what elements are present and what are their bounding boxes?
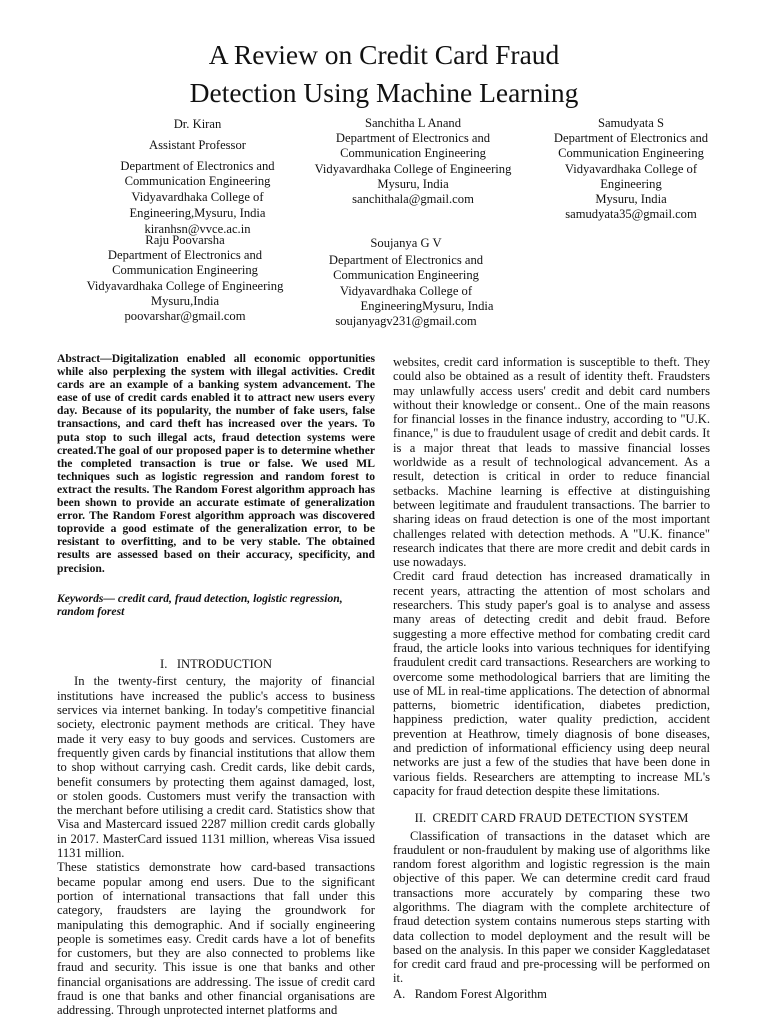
right-paragraph-1: websites, credit card information is susceptible to theft. They could also be obtained as a result of identity theft. Fraudsters may unlawfully access users' credit and debit card numbers without their knowledge or consent.. One of the main reasons for financial losses in the finance industry, according to "U.K. finance," is due to fraudulent usage of credit and debit cards. It is a major threat that leads to massive financial losses worldwide as a result of technological advancement. As a result, detection is critical in order to reduce financial setbacks. Machine learning is effective at distinguishing between legitimate and fraudulent transactions. The barrier to sharing ideas on fraud detection is one of the most important challenges related with detection methods. A "U.K. finance" research indicates that there are more credit and debit cards in use nowadays. bbox=[393, 355, 710, 570]
author-institution: Vidyavardhaka College of bbox=[131, 190, 264, 205]
author-department: Department of Electronics and bbox=[107, 248, 263, 263]
author-email: soujanyagv231@gmail.com bbox=[335, 314, 477, 329]
author-department: Department of Electronics and bbox=[335, 131, 491, 146]
author-affiliation-3 bbox=[526, 116, 736, 222]
author-institution: Vidyavardhaka College of bbox=[564, 161, 698, 176]
author-email: sanchithala@gmail.com bbox=[352, 192, 474, 207]
author-department: Department of Electronics and bbox=[328, 253, 484, 268]
title-line-2: Detection Using Machine Learning bbox=[189, 77, 579, 108]
author-name: Soujanya G V bbox=[370, 236, 442, 250]
author-location: EngineeringMysuru, India bbox=[360, 298, 494, 313]
author-institution: Vidyavardhaka College of Engineering bbox=[314, 161, 512, 176]
author-name: Sanchitha L Anand bbox=[364, 116, 462, 130]
right-column bbox=[393, 355, 710, 1001]
author-institution-cont: Engineering bbox=[600, 176, 662, 191]
author-email: kiranhsn@vvce.ac.in bbox=[144, 221, 251, 236]
keywords: Keywords— credit card, fraud detection, logistic regression, random forest bbox=[57, 591, 343, 619]
subsection-heading-random-forest: A. Random Forest Algorithm bbox=[393, 986, 547, 1001]
section-heading-system: II. CREDIT CARD FRAUD DETECTION SYSTEM bbox=[414, 811, 689, 826]
author-affiliation-5 bbox=[305, 236, 507, 329]
author-department: Department of Electronics and bbox=[120, 158, 275, 173]
title-line-1: A Review on Credit Card Fraud bbox=[208, 39, 560, 70]
author-affiliation-4 bbox=[75, 233, 295, 324]
author-email: poovarshar@gmail.com bbox=[124, 309, 246, 324]
author-position: Assistant Professor bbox=[149, 137, 246, 152]
author-institution: Vidyavardhaka College of bbox=[339, 283, 473, 298]
author-department: Department of Electronics and bbox=[553, 131, 709, 146]
section2-paragraph-1: Classification of transactions in the dataset which are fraudulent or non-fraudulent by making use of algorithms like random forest algorithm and logistic regression is the main objective of this paper. We can determine credit card fraud transactions more accurately by comparing these two algorithms. The diagram with the complete architecture of fraud detection system contains numerous steps starting with data collection to model deployment and the result will be based on the analysis. In this paper we consider Kaggledataset for credit card fraud and pre-processing will be performed on it. bbox=[393, 828, 710, 986]
left-column bbox=[57, 352, 375, 1018]
right-paragraph-2: Credit card fraud detection has increased dramatically in recent years, attracting the attention of most scholars and researchers. This study paper's goal is to analyse and assess many areas of detecting credit and debit fraud. Before suggesting a more effective method for combating credit card fraud, the article looks into various techniques for identifying fraudulent credit card transactions. Researchers are working to overcome some methodological barriers that are limiting the use of ML in real-time applications. The detection of abnormal patterns, biometric identification, diabetes prediction, happiness prediction, water quality prediction, accident prevention at Heathrow, timely diagnosis of bone diseases, and prediction of informational efficiency using deep neural networks are just a few of the studies that have been done in various fields. Researchers are attempting to increase ML's capacity for fraud detection despite these limitations. bbox=[393, 569, 710, 798]
author-department-cont: Communication Engineering bbox=[340, 146, 486, 161]
author-location: Engineering,Mysuru, India bbox=[129, 205, 266, 220]
author-location: Mysuru,India bbox=[150, 293, 220, 308]
author-name: Dr. Kiran bbox=[173, 117, 222, 131]
author-location: Mysuru, India bbox=[595, 192, 667, 207]
author-department-cont: Communication Engineering bbox=[333, 268, 479, 283]
author-location: Mysuru, India bbox=[377, 176, 449, 191]
author-email: samudyata35@gmail.com bbox=[565, 207, 697, 222]
author-department-cont: Communication Engineering bbox=[112, 263, 258, 278]
author-affiliation-1 bbox=[70, 117, 325, 238]
author-affiliation-2 bbox=[295, 116, 531, 207]
abstract: Abstract—Digitalization enabled all economic opportunities while also perplexing the system with illegal activities. Credit cards are an example of a banking system advancement. The ease of use of credit cards enabled it to attract new users every day. Because of its popularity, the number of fake users, false transactions, and card theft has increased over the years. To puta stop to such illegal acts, fraud detection systems were created.The goal of our proposed paper is to determine whether the completed transaction is true or false. We used ML techniques such as logistic regression and random forest to extract the results. The Random Forest algorithm approach has been shown to provide an accurate estimate of generalization error. The Random Forest algorithm approach was discovered toprovide a good estimate of the generalization error, to be resistant to overfitting, and to be very stable. The obtained results are assessed based on their accuracy, specificity, and precision. bbox=[57, 352, 375, 575]
intro-paragraph-1: In the twenty-first century, the majority of financial institutions have increased the public's access to business services via internet banking. In today's competitive financial society, electronic payment methods are critical. They have made it very easy to buy goods and services. Customers are frequently given cards by financial institutions that allow them to shop without carrying cash. Credit cards, like debit cards, benefit consumers by protecting them against damaged, lost, or stolen goods. Customers must verify the transaction with the merchant before utilising a credit card. Statistics show that Visa and Mastercard issued 2287 million credit cards globally in 2017. MasterCard issued 1131 million, whereas Visa issued 1131 million. bbox=[57, 674, 375, 861]
author-institution: Vidyavardhaka College of Engineering bbox=[86, 278, 284, 293]
author-department-cont: Communication Engineering bbox=[558, 146, 704, 161]
author-department-cont: Communication Engineering bbox=[124, 174, 271, 189]
paper-title bbox=[0, 36, 768, 112]
author-name: Samudyata S bbox=[597, 116, 665, 130]
section-heading-introduction: I. INTRODUCTION bbox=[160, 657, 272, 672]
intro-paragraph-2: These statistics demonstrate how card-based transactions became popular among end users. Due to the significant portion of international transactions that fall under this category, fraudsters are laying the groundwork for manipulating this demographic. And if socially engineering people is sometimes easy. Credit cards have a lot of benefits for customers, but they are also connected to problems like fraud and security. This issue is one that banks and other financial organisations are addressing. The issue of credit card fraud is one that banks and other financial organisations are addressing. Through unprotected internet platforms and bbox=[57, 860, 375, 1018]
author-name: Raju Poovarsha bbox=[145, 233, 225, 247]
